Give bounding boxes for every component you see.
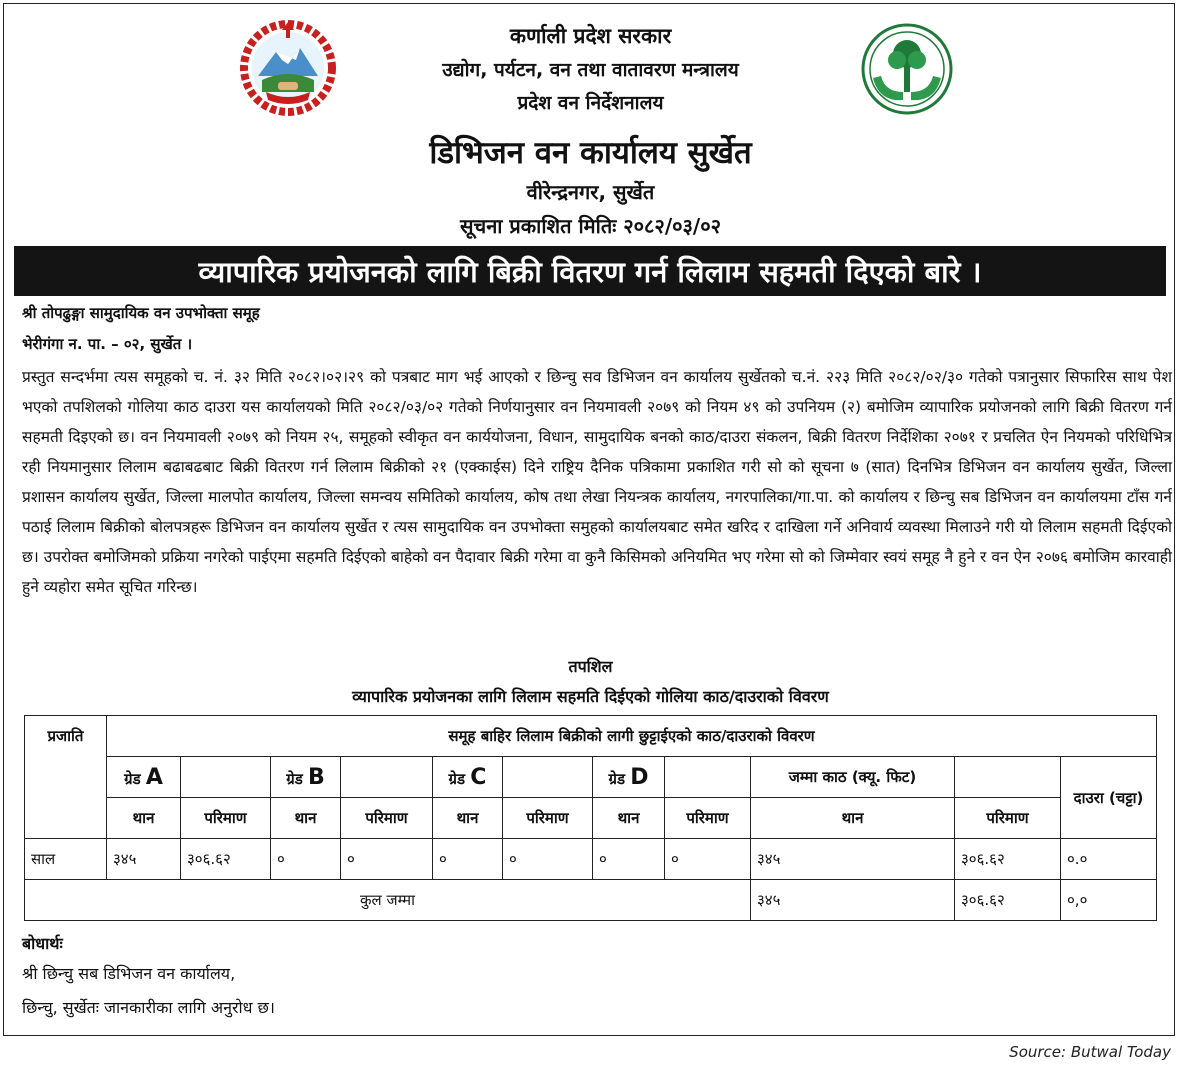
grade-c-header: ग्रेड C xyxy=(433,757,503,798)
grand-total-count: ३४५ xyxy=(751,880,955,921)
table-header-row-3 xyxy=(25,798,1157,839)
addressee-location: भेरीगंगा न. पा. – ०२, सुर्खेत । xyxy=(22,335,193,353)
a-count-header: थान xyxy=(107,798,181,839)
d-count-header: थान xyxy=(593,798,665,839)
grade-a-spacer xyxy=(181,757,271,798)
b-count-header: थान xyxy=(271,798,341,839)
header-directorate: प्रदेश वन निर्देशनालय xyxy=(517,92,664,114)
species-header: प्रजाति xyxy=(25,716,107,839)
c-count-header: थान xyxy=(433,798,503,839)
c-qty-header: परिमाण xyxy=(503,798,593,839)
detail-span-header: समूह बाहिर लिलाम बिक्रीको लागी छुट्टाईएको काठ/दाउराको विवरण xyxy=(107,716,1157,757)
total-wood-header: जम्मा काठ (क्यू. फिट) xyxy=(751,757,955,798)
grade-d-header: ग्रेड D xyxy=(593,757,665,798)
cc-line-1: श्री छिन्चु सब डिभिजन वन कार्यालय, xyxy=(22,964,236,983)
grade-b-header: ग्रेड B xyxy=(271,757,341,798)
a-count-cell: ३४५ xyxy=(107,839,181,880)
office-location: वीरेन्द्रनगर, सुर्खेत xyxy=(526,180,655,204)
d-qty-cell: ० xyxy=(665,839,751,880)
table-row xyxy=(25,839,1157,880)
grade-d-spacer xyxy=(665,757,751,798)
office-title: डिभिजन वन कार्यालय सुर्खेत xyxy=(429,135,752,171)
grade-a-header: ग्रेड A xyxy=(107,757,181,798)
total-count-header: थान xyxy=(751,798,955,839)
firewood-cell: ०.० xyxy=(1061,839,1157,880)
c-count-cell: ० xyxy=(433,839,503,880)
firewood-header: दाउरा (चट्टा) xyxy=(1061,757,1157,839)
bodhartha-label: बोधार्थः xyxy=(22,934,63,953)
table-total-row xyxy=(25,880,1157,921)
publish-date: सूचना प्रकाशित मितिः २०८२/०३/०२ xyxy=(459,214,722,238)
total-wood-spacer xyxy=(955,757,1061,798)
c-qty-cell: ० xyxy=(503,839,593,880)
table-header-row-2 xyxy=(25,757,1157,798)
b-qty-cell: ० xyxy=(341,839,433,880)
notice-banner-text: व्यापारिक प्रयोजनको लागि बिक्री वितरण गर्न लिलाम सहमती दिएको बारे । xyxy=(198,254,982,289)
grand-total-qty: ३०६.६२ xyxy=(955,880,1061,921)
header-government: कर्णाली प्रदेश सरकार xyxy=(509,24,672,48)
total-qty-cell: ३०६.६२ xyxy=(955,839,1061,880)
a-qty-cell: ३०६.६२ xyxy=(181,839,271,880)
table-header-row-1 xyxy=(25,716,1157,757)
tapasil-heading: तपशिल xyxy=(568,657,613,676)
notice-body: प्रस्तुत सन्दर्भमा त्यस समूहको च. नं. ३२ मिति २०८२।०२।२९ को पत्रबाट माग भई आएको र छिन्चु सव डिभिजन वन कार्यालय सुर्खेतको च.नं. २२३ मिति २०८२/०२/३० गतेको पत्रानुसार सिफारिस साथ पेश भएको तपशिलको गोलिया काठ दाउरा यस कार्यालयको मिति २०८२/०३/०२ गतेको निर्णयानुसार वन नियमावली २०७९ को नियम ४९ को उपनियम (२) बमोजिम व्यापारिक प्रयोजनको लागि बिक्री वितरण गर्न सहमती दिइएको छ। वन नियमावली २०७९ को नियम २५, समूहको स्वीकृत वन कार्ययोजना, विधान, सामुदायिक बनको काठ/दाउरा संकलन, बिक्री वितरण निर्देशिका २०७१ र प्रचलित ऐन नियमको परिधिभित्र रही नियमानुसार लिलाम बढाबढबाट बिक्री वितरण गर्न लिलाम बिक्रीको २१ (एक्काईस) दिने राष्ट्रिय दैनिक पत्रिकामा प्रकाशित गरी सो को सूचना ७ (सात) दिनभित्र डिभिजन वन कार्यालय सुर्खेत, जिल्ला प्रशासन कार्यालय सुर्खेत, जिल्ला मालपोत कार्यालय, जिल्ला समन्वय समितिको कार्यालय, कोष तथा लेखा नियन्त्रक कार्यालय, नगरपालिका/गा.पा. को कार्यालय र छिन्चु सब डिभिजन वन कार्यालयमा टाँस गर्न पठाई लिलाम बिक्रीको बोलपत्रहरू डिभिजन वन कार्यालय सुर्खेत र त्यस सामुदायिक वन उपभोक्ता समुहको कार्यालयबाट समेत खरिद र दाखिला गर्ने अनिवार्य व्यवस्था मिलाउने गरी यो लिलाम सहमती दिईएको छ। उपरोक्त बमोजिमको प्रक्रिया नगरेको पाईएमा सहमति दिईएको बाहेको वन पैदावार बिक्री गरेमा वा कुनै किसिमको अनियमित भए गरेमा सो को जिम्मेवार स्वयं समूह नै हुने र वन ऐन २०७६ बमोजिम कारवाही हुने व्यहोरा समेत सूचित गरिन्छ। xyxy=(22,368,1172,596)
a-qty-header: परिमाण xyxy=(181,798,271,839)
grand-total-firewood: ०,० xyxy=(1061,880,1157,921)
table-title: व्यापारिक प्रयोजनका लागि लिलाम सहमति दिईएको गोलिया काठ/दाउराको विवरण xyxy=(352,687,829,706)
notice-banner xyxy=(14,246,1166,296)
b-count-cell: ० xyxy=(271,839,341,880)
addressee-name: श्री तोपढुङ्गा सामुदायिक वन उपभोक्ता समूह xyxy=(22,304,260,322)
total-qty-header: परिमाण xyxy=(955,798,1061,839)
d-qty-header: परिमाण xyxy=(665,798,751,839)
cc-line-2: छिन्चु, सुर्खेतः जानकारीका लागि अनुरोध छ। xyxy=(22,998,275,1017)
grand-total-label: कुल जम्मा xyxy=(25,880,751,921)
source-credit: Source: Butwal Today xyxy=(1009,1043,1171,1061)
timber-details-table xyxy=(24,715,1157,921)
d-count-cell: ० xyxy=(593,839,665,880)
header-ministry: उद्योग, पर्यटन, वन तथा वातावरण मन्त्रालय xyxy=(442,59,739,81)
total-count-cell: ३४५ xyxy=(751,839,955,880)
grade-b-spacer xyxy=(341,757,433,798)
species-cell: साल xyxy=(25,839,107,880)
b-qty-header: परिमाण xyxy=(341,798,433,839)
grade-c-spacer xyxy=(503,757,593,798)
